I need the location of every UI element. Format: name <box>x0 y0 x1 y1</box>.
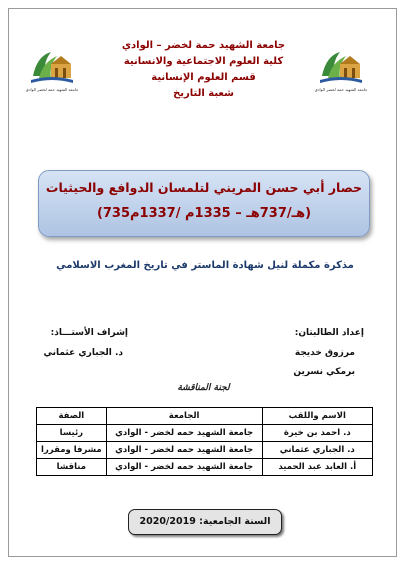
header-university: الجامعة <box>106 408 262 425</box>
table-row <box>37 459 373 476</box>
header-role: الصفة <box>37 408 107 425</box>
student-name-2: برمكي نسرين <box>293 367 355 377</box>
member-role: مشرفا ومقررا <box>37 442 107 459</box>
students-label: إعداد الطالبتان: <box>294 328 364 338</box>
table-row <box>37 442 373 459</box>
member-role: رئيسا <box>37 425 107 442</box>
member-university: جامعة الشهيد حمه لخضر - الوادي <box>106 425 262 442</box>
academic-year: السنة الجامعية: 2020/2019 <box>128 509 282 535</box>
faculty-name: كلية العلوم الاجتماعية والانسانية <box>123 56 284 67</box>
logo-caption-right: جامعة الشهيد حمه لخضر الوادي <box>314 87 368 92</box>
university-logo-left <box>25 46 79 102</box>
member-name: د. الجباري عثماني <box>262 442 372 459</box>
member-role: مناقشا <box>37 459 107 476</box>
table-row <box>37 425 373 442</box>
department-name: قسم العلوم الإنسانية <box>151 72 256 83</box>
university-name: جامعة الشهيد حمة لخضر – الوادي <box>121 40 286 51</box>
university-logo-right <box>314 46 368 102</box>
committee-header-row <box>37 408 373 425</box>
member-name: د. احمد بن خيرة <box>262 425 372 442</box>
supervisor-label: إشراف الأستـــاذ: <box>50 328 128 338</box>
committee-title: لجنة المناقشة <box>177 383 230 393</box>
member-university: جامعة الشهيد حمه لخضر - الوادي <box>106 442 262 459</box>
member-name: أ. العابد عبد الحميد <box>262 459 372 476</box>
logo-caption-left: جامعة الشهيد حمه لخضر الوادي <box>25 87 79 92</box>
institution-header <box>100 38 307 102</box>
thesis-subtitle: مذكرة مكملة لنيل شهادة الماستر في تاريخ المغرب الاسلامي <box>56 260 354 271</box>
header-name: الاسم واللقب <box>262 408 372 425</box>
thesis-title-line1: حصار أبي حسن المريني لتلمسان الدوافع والحيثيات <box>45 180 363 195</box>
thesis-title-box <box>38 170 370 237</box>
member-university: جامعة الشهيد حمه لخضر - الوادي <box>106 459 262 476</box>
student-name-1: مرزوق خديجة <box>294 348 355 358</box>
thesis-title-line2: (735هـ/737هـ – 1335م /1337م) <box>96 206 312 221</box>
committee-table <box>36 407 373 476</box>
branch-name: شعبة التاريخ <box>173 88 234 99</box>
supervisor-name: د. الجباري عثماني <box>43 348 123 358</box>
